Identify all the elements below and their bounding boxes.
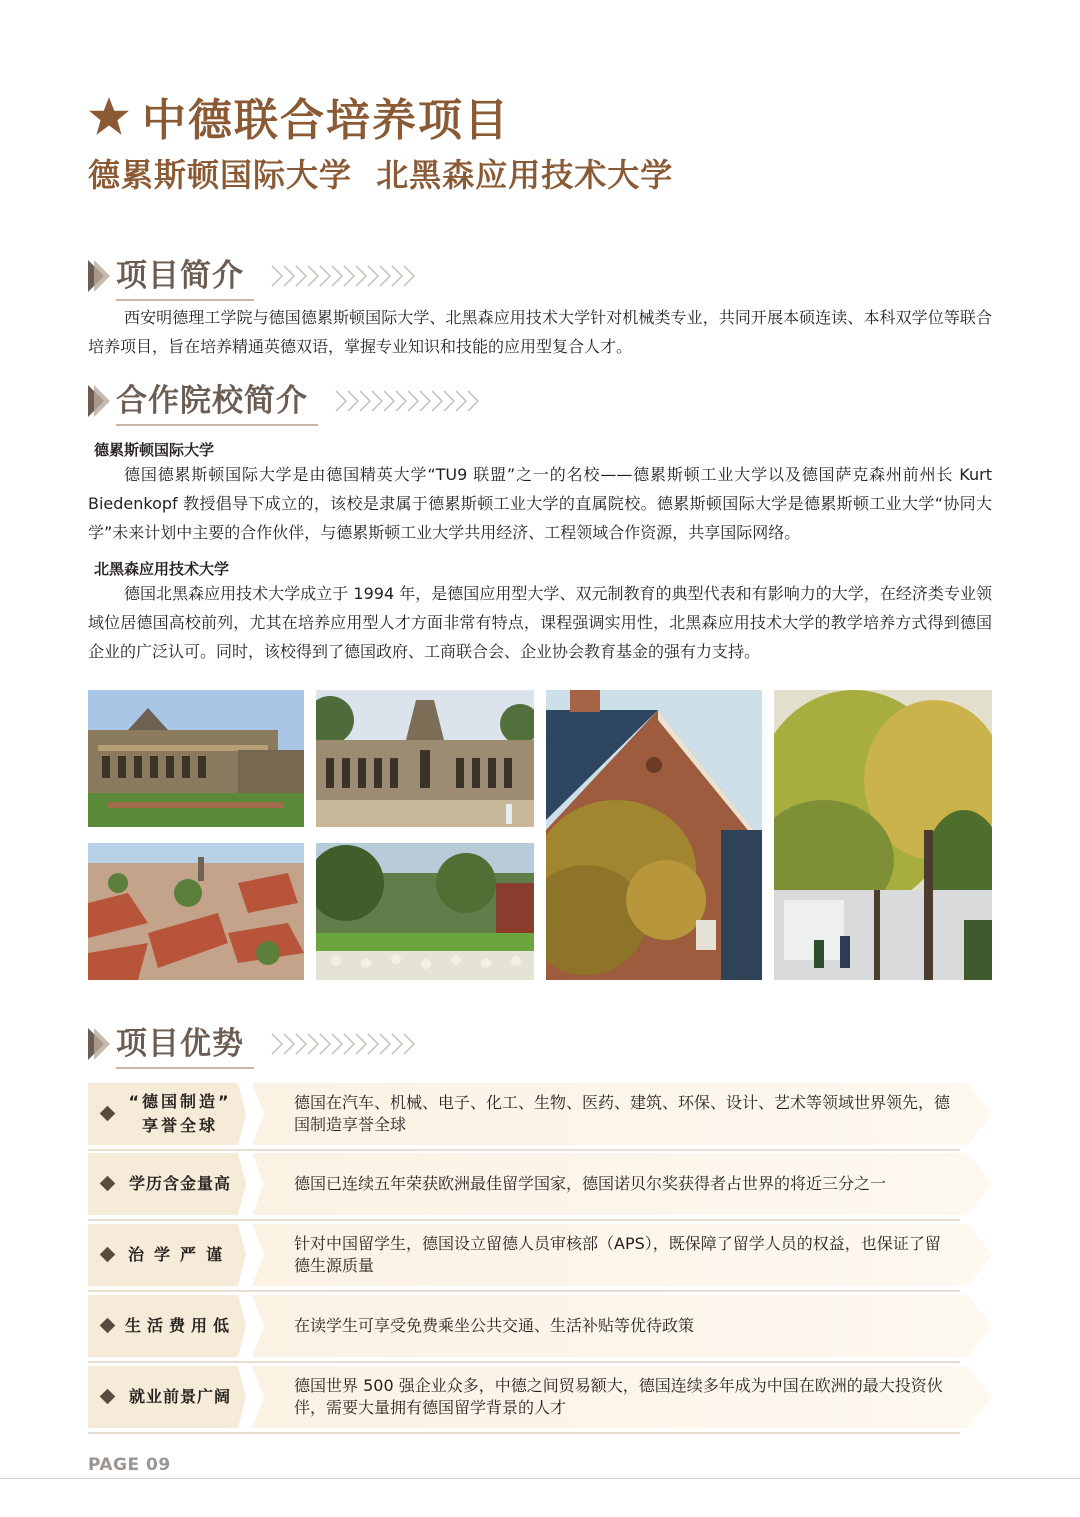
school-paragraph-nordhessen <box>88 579 992 666</box>
divider <box>88 1149 960 1151</box>
advantage-row <box>88 1366 992 1428</box>
advantage-row <box>88 1224 992 1286</box>
photo-zwinger-palace <box>88 690 304 827</box>
divider <box>88 1432 960 1434</box>
photo-zwinger-courtyard <box>316 690 534 827</box>
advantage-text: 针对中国留学生，德国设立留德人员审核部（APS），既保障了留学人员的权益，也保证了留德生源质量 <box>294 1234 941 1275</box>
section-marker-icon <box>88 385 112 417</box>
page-number: PAGE 09 <box>88 1455 171 1475</box>
section-title: 项目简介 <box>116 250 254 301</box>
section-title: 合作院校简介 <box>116 375 318 426</box>
divider <box>88 1361 960 1363</box>
school-name-nordhessen: 北黑森应用技术大学 <box>94 560 230 578</box>
advantage-label: “德国制造” 享誉全球 <box>128 1092 232 1135</box>
chevron-decoration-icon <box>270 264 416 288</box>
advantage-label: 就业前景广阔 <box>128 1387 231 1406</box>
intro-text: 西安明德理工学院与德国德累斯顿国际大学、北黑森应用技术大学针对机械类专业，共同开展本硕连读、本科双学位等联合培养项目，旨在培养精通英德双语，掌握专业知识和技能的应用型复合人才。 <box>88 308 992 356</box>
intro-paragraph <box>88 303 992 361</box>
photo-park-garden <box>316 843 534 980</box>
school-text: 德国北黑森应用技术大学成立于 1994 年，是德国应用型大学、双元制教育的典型代表和有影响力的大学，在经济类专业领域位居德国高校前列，尤其在培养应用型人才方面非常有特点，课程强调实用性，北黑森应用技术大学的教学培养方式得到德国企业的广泛认可。同时，该校得到了德国政府、工商联合会、企业协会教育基金的强有力支持。 <box>88 584 992 661</box>
photo-town-rooftops <box>88 843 304 980</box>
section-heading-advantages <box>88 1018 416 1069</box>
school-paragraph-dresden <box>88 460 992 547</box>
advantage-text: 德国已连续五年荣获欧洲最佳留学国家，德国诺贝尔奖获得者占世界的将近三分之一 <box>294 1174 887 1193</box>
title-row <box>88 84 510 148</box>
advantage-label: 生活费用低 <box>124 1316 235 1335</box>
photo-brick-building <box>546 690 762 980</box>
school-text: 德国德累斯顿国际大学是由德国精英大学“TU9 联盟”之一的名校——德累斯顿工业大学以及德国萨克森州前州长 Kurt Biedenkopf 教授倡导下成立的，该校是隶属于德累斯顿工业大学的直属院校。德累斯顿国际大学是德累斯顿工业大学“协同大学”未来计划中主要的合作伙伴，与德累斯顿工业大学共用经济、工程领域合作资源，共享国际网络。 <box>88 465 992 542</box>
page-title: 中德联合培养项目 <box>142 95 510 146</box>
advantage-text: 在读学生可享受免费乘坐公共交通、生活补贴等优待政策 <box>294 1316 695 1335</box>
divider <box>88 1290 960 1292</box>
divider <box>88 1219 960 1221</box>
school-name-dresden: 德累斯顿国际大学 <box>94 441 215 459</box>
advantage-text: 德国在汽车、机械、电子、化工、生物、医药、建筑、环保、设计、艺术等领域世界领先，德国制造享誉全球 <box>294 1093 951 1134</box>
advantage-label: 治学严谨 <box>127 1245 232 1264</box>
section-marker-icon <box>88 1028 112 1060</box>
advantage-label: 学历含金量高 <box>128 1174 231 1193</box>
chevron-decoration-icon <box>334 389 480 413</box>
page-subtitle: 德累斯顿国际大学 北黑森应用技术大学 <box>88 156 674 194</box>
photo-autumn-trees <box>774 690 992 980</box>
advantage-row <box>88 1083 992 1145</box>
star-icon <box>88 95 130 137</box>
footer-divider <box>0 1478 1080 1479</box>
section-marker-icon <box>88 260 112 292</box>
section-title: 项目优势 <box>116 1018 254 1069</box>
advantage-text: 德国世界 500 强企业众多，中德之间贸易额大，德国连续多年成为中国在欧洲的最大投资伙伴，需要大量拥有德国留学背景的人才 <box>294 1376 943 1417</box>
chevron-decoration-icon <box>270 1032 416 1056</box>
section-heading-schools <box>88 375 480 426</box>
advantage-row <box>88 1153 992 1215</box>
section-heading-intro <box>88 250 416 301</box>
advantage-row <box>88 1295 992 1357</box>
